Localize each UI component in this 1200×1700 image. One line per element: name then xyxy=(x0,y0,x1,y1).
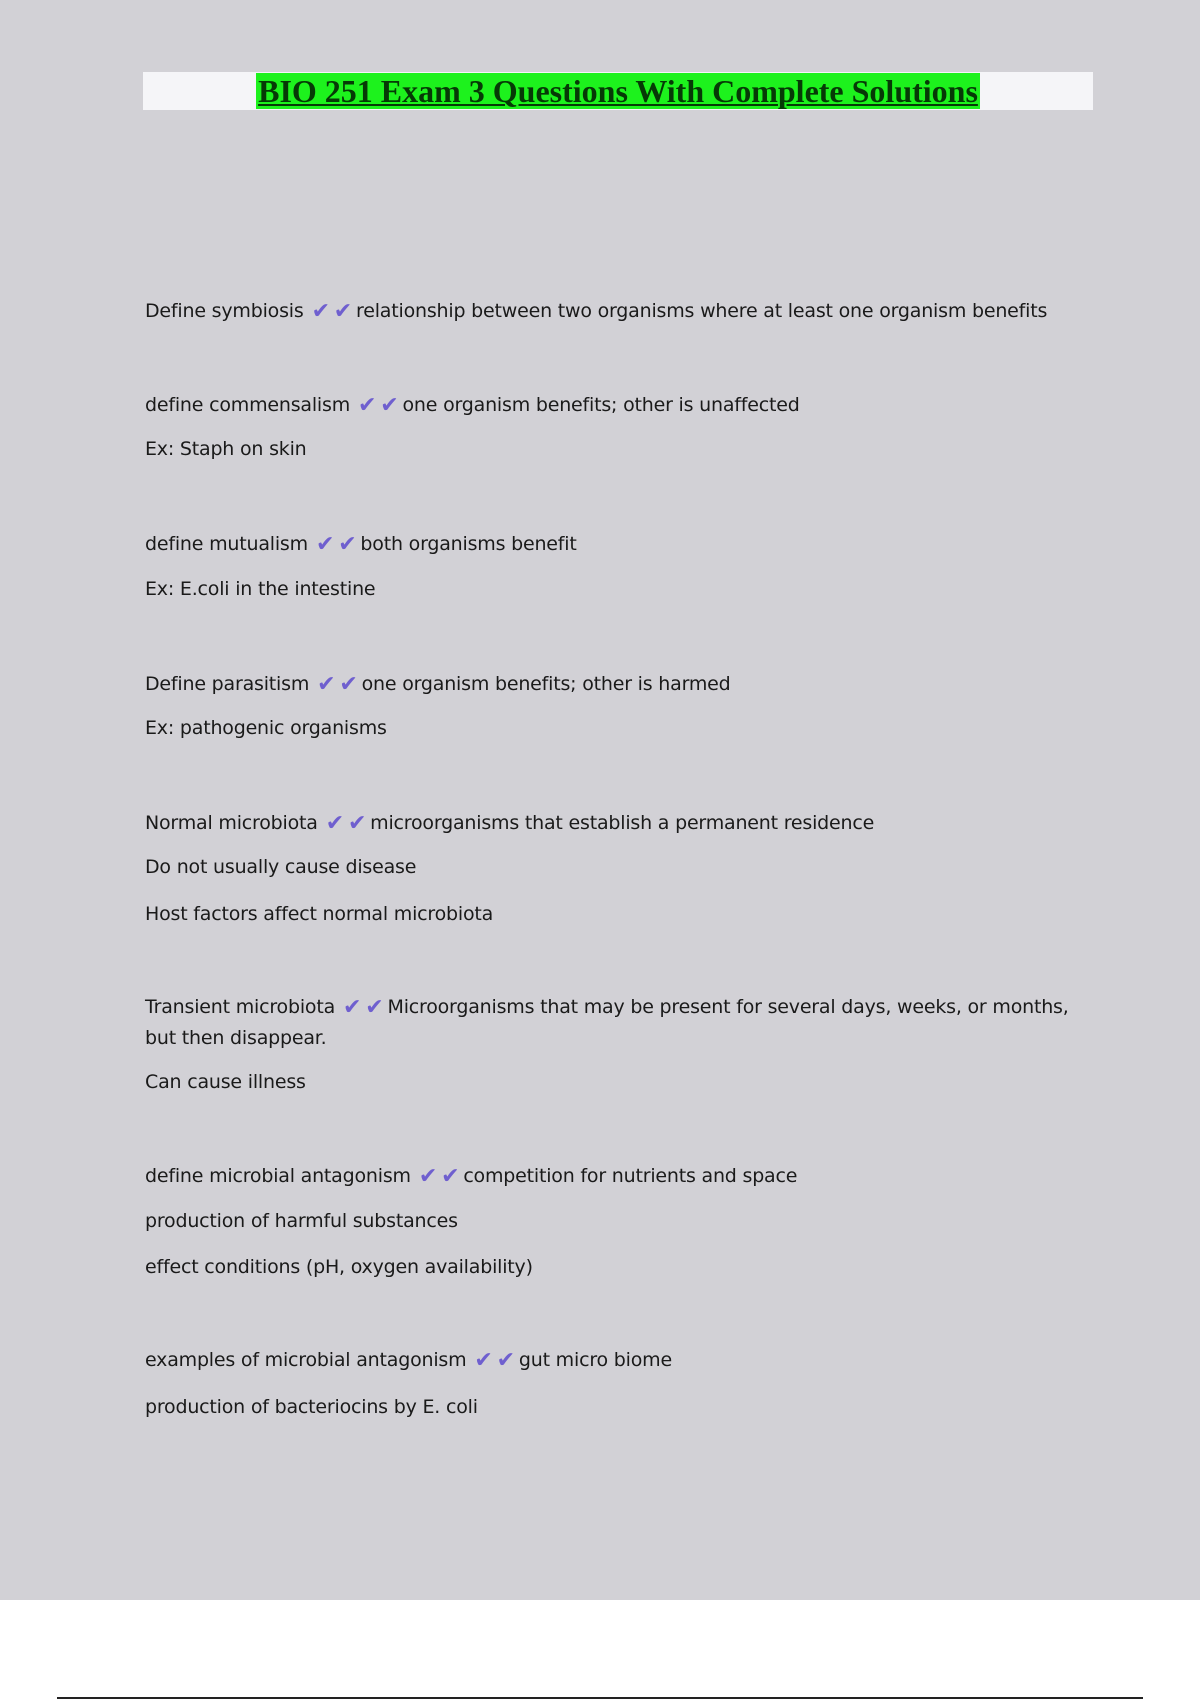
question-text: Define parasitism xyxy=(145,673,310,695)
check-icon: ✔ xyxy=(315,532,335,557)
answer-text: both organisms benefit xyxy=(360,533,577,555)
check-icon: ✔ xyxy=(317,672,336,697)
answer-marker xyxy=(472,1345,516,1376)
note-line: effect conditions (pH, oxygen availability) xyxy=(145,1256,533,1278)
note-line: Do not usually cause disease xyxy=(145,856,417,878)
title-bar xyxy=(143,72,1093,110)
answer-marker xyxy=(310,296,354,327)
note-line: Ex: Staph on skin xyxy=(145,438,307,460)
answer-text: competition for nutrients and space xyxy=(463,1165,798,1187)
document-title: BIO 251 Exam 3 Questions With Complete Solutions xyxy=(258,73,978,109)
check-icon: ✔ xyxy=(358,393,377,418)
answer-marker xyxy=(314,529,358,560)
answer-marker xyxy=(341,992,385,1023)
check-icon: ✔ xyxy=(339,672,358,697)
question-text: Normal microbiota xyxy=(145,812,318,834)
qa-entry-symbiosis xyxy=(145,296,1085,327)
note-line: Can cause illness xyxy=(145,1071,306,1093)
answer-marker xyxy=(315,669,359,700)
answer-text: microorganisms that establish a permanent residence xyxy=(370,812,875,834)
qa-entry-antagonism-examples xyxy=(145,1345,1085,1376)
check-icon: ✔ xyxy=(380,393,399,418)
check-icon: ✔ xyxy=(474,1348,493,1373)
qa-entry-mutualism xyxy=(145,529,1085,560)
question-text: Transient microbiota xyxy=(145,996,336,1018)
answer-text: one organism benefits; other is harmed xyxy=(361,673,731,695)
footer-divider xyxy=(57,1697,1143,1699)
qa-entry-normal-microbiota xyxy=(145,808,1085,839)
check-icon: ✔ xyxy=(311,299,330,324)
note-line: production of bacteriocins by E. coli xyxy=(145,1396,478,1418)
check-icon: ✔ xyxy=(343,995,362,1020)
qa-entry-parasitism xyxy=(145,669,1085,700)
answer-text: one organism benefits; other is unaffected xyxy=(402,394,800,416)
note-line: Host factors affect normal microbiota xyxy=(145,903,494,925)
qa-entry-microbial-antagonism xyxy=(145,1161,1085,1192)
check-icon: ✔ xyxy=(333,299,353,324)
check-icon: ✔ xyxy=(325,811,344,836)
check-icon: ✔ xyxy=(347,811,367,836)
note-line: production of harmful substances xyxy=(145,1210,458,1232)
answer-marker xyxy=(324,808,368,839)
answer-text: relationship between two organisms where at least one organism benefits xyxy=(356,300,1048,322)
answer-marker xyxy=(417,1161,461,1192)
answer-text: Microorganisms that may be present for several days, weeks, or months, but then disappear. xyxy=(145,996,1069,1049)
question-text: Define symbiosis xyxy=(145,300,304,322)
question-text: define mutualism xyxy=(145,533,308,555)
qa-entry-commensalism xyxy=(145,390,1085,421)
check-icon: ✔ xyxy=(441,1164,460,1189)
qa-entry-transient-microbiota xyxy=(145,992,1085,1053)
answer-text: gut micro biome xyxy=(518,1349,672,1371)
check-icon: ✔ xyxy=(496,1348,515,1373)
note-line: Ex: pathogenic organisms xyxy=(145,717,387,739)
question-text: define commensalism xyxy=(145,394,351,416)
check-icon: ✔ xyxy=(418,1164,438,1189)
question-text: define microbial antagonism xyxy=(145,1165,411,1187)
answer-marker xyxy=(356,390,400,421)
check-icon: ✔ xyxy=(338,532,357,557)
note-line: Ex: E.coli in the intestine xyxy=(145,578,376,600)
check-icon: ✔ xyxy=(365,995,384,1020)
question-text: examples of microbial antagonism xyxy=(145,1349,467,1371)
